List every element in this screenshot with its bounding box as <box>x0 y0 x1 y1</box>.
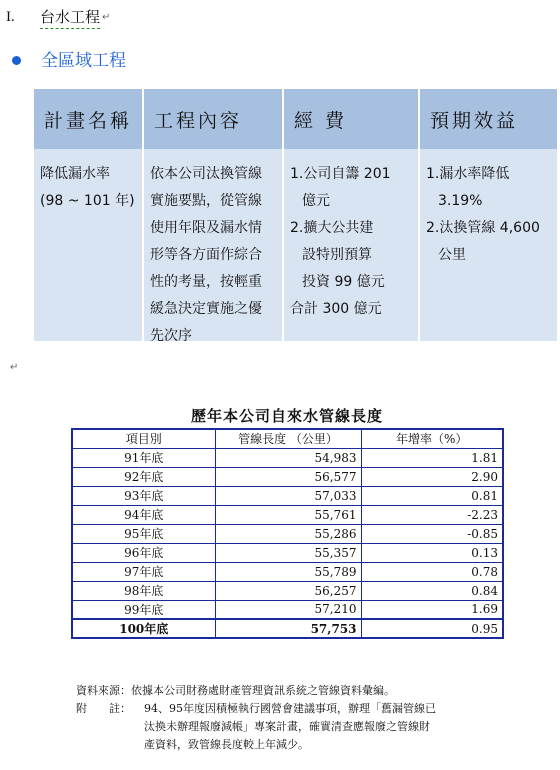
cell-length: 57,753 <box>215 619 361 638</box>
cell-rate: 0.84 <box>361 581 503 600</box>
cell-length: 55,357 <box>215 543 361 562</box>
table-row <box>72 600 503 619</box>
plan-table <box>34 89 557 344</box>
paragraph-mark: ↵ <box>10 362 19 373</box>
table-row <box>72 562 503 581</box>
cell-rate: -0.85 <box>361 524 503 543</box>
content-line: 依本公司汰換管線 <box>150 166 262 182</box>
cell-year: 94年底 <box>72 505 215 524</box>
cell-year: 91年底 <box>72 448 215 467</box>
plan-period-line: (98 ~ 101 年) <box>40 193 135 209</box>
table-row <box>72 524 503 543</box>
table-row <box>72 467 503 486</box>
plan-table-body <box>34 149 557 344</box>
header-plan-name: 計畫名稱 <box>34 89 144 149</box>
subheading-text: 全區域工程 <box>41 50 126 71</box>
header-rate: 年增率（%） <box>361 429 503 448</box>
cell-rate: -2.23 <box>361 505 503 524</box>
header-year: 項目別 <box>72 429 215 448</box>
cell-rate: 1.81 <box>361 448 503 467</box>
table-row <box>72 581 503 600</box>
remark-line: 94、95年度因積極執行國營會建議事項，辦理「舊漏管線已 <box>144 702 436 715</box>
content-line: 形等各方面作綜合 <box>150 247 262 263</box>
benefit-line: 1.漏水率降低 <box>426 166 510 182</box>
source-text: 依據本公司財務處財產管理資訊系統之管線資料彙編。 <box>131 684 395 697</box>
pipe-table-title: 歷年本公司自來水管線長度 <box>190 407 383 425</box>
cell-year: 96年底 <box>72 543 215 562</box>
cell-year: 100年底 <box>72 619 215 638</box>
section-number: I. <box>6 8 15 25</box>
cell-year: 93年底 <box>72 486 215 505</box>
header-benefit: 預期效益 <box>430 109 519 132</box>
budget-total-line: 合計 300 億元 <box>290 301 382 317</box>
plan-table-header <box>34 89 557 149</box>
cell-length: 54,983 <box>215 448 361 467</box>
cell-length: 55,789 <box>215 562 361 581</box>
benefit-line: 2.汰換管線 4,600 <box>426 220 540 236</box>
cell-length: 56,257 <box>215 581 361 600</box>
cell-length: 57,210 <box>215 600 361 619</box>
plan-name-line: 降低漏水率 <box>40 166 110 182</box>
paragraph-mark: ↵ <box>102 11 111 23</box>
remark-line: 產資料，致管線長度較上年減少。 <box>144 738 309 751</box>
remark-line: 汰換未辦理報廢減帳」專案計畫，確實清查應報廢之管線財 <box>144 720 430 733</box>
cell-rate: 0.78 <box>361 562 503 581</box>
cell-length: 55,286 <box>215 524 361 543</box>
table-row <box>72 543 503 562</box>
remark-label: 附 註： <box>76 702 131 715</box>
cell-year: 98年底 <box>72 581 215 600</box>
pipe-length-table <box>71 428 504 639</box>
budget-line: 設特別預算 <box>302 247 372 263</box>
source-label: 資料來源： <box>76 684 131 697</box>
budget-line: 投資 99 億元 <box>302 274 385 290</box>
cell-length: 56,577 <box>215 467 361 486</box>
table-notes <box>76 682 516 754</box>
section-heading <box>6 6 110 28</box>
content-line: 實施要點，從管線 <box>150 193 262 209</box>
cell-rate: 1.69 <box>361 600 503 619</box>
cell-length: 55,761 <box>215 505 361 524</box>
total-row <box>72 619 503 638</box>
cell-benefit <box>420 149 557 341</box>
cell-year: 95年底 <box>72 524 215 543</box>
content-line: 性的考量，按輕重 <box>150 274 262 290</box>
budget-line: 2.擴大公共建 <box>290 220 374 236</box>
cell-content <box>144 149 284 344</box>
cell-rate: 0.81 <box>361 486 503 505</box>
cell-year: 97年底 <box>72 562 215 581</box>
content-line: 緩急決定實施之優 <box>150 301 262 317</box>
budget-line: 1.公司自籌 201 <box>290 166 391 182</box>
cell-length: 57,033 <box>215 486 361 505</box>
header-length: 管線長度 （公里） <box>215 429 361 448</box>
source-note <box>76 682 516 700</box>
benefit-line: 公里 <box>438 247 466 263</box>
remark-note <box>76 700 516 718</box>
section-title: 台水工程 <box>40 6 100 29</box>
cell-year: 92年底 <box>72 467 215 486</box>
header-content: 工程內容 <box>144 89 284 149</box>
cell-rate: 0.95 <box>361 619 503 638</box>
subheading <box>12 46 126 70</box>
pipe-table-header <box>72 429 503 448</box>
header-budget: 經 費 <box>284 89 420 149</box>
table-row <box>72 505 503 524</box>
cell-plan-name <box>34 149 144 341</box>
table-row <box>72 448 503 467</box>
table-row <box>72 486 503 505</box>
content-line: 先次序 <box>150 328 192 344</box>
bullet-icon <box>12 56 21 65</box>
cell-rate: 2.90 <box>361 467 503 486</box>
cell-budget <box>284 149 420 341</box>
cell-rate: 0.13 <box>361 543 503 562</box>
benefit-line: 3.19% <box>438 193 483 209</box>
content-line: 使用年限及漏水情 <box>150 220 262 236</box>
budget-line: 億元 <box>302 193 330 209</box>
cell-year: 99年底 <box>72 600 215 619</box>
